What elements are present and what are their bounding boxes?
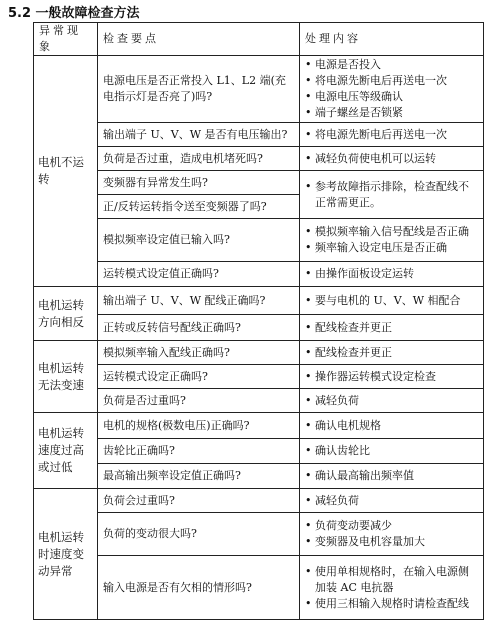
action-item: • 频率输入设定电压是否正确 bbox=[305, 240, 478, 256]
action-item: • 操作器运转模式设定检查 bbox=[305, 369, 478, 385]
header-symptom: 异常现象 bbox=[34, 23, 98, 56]
table-row bbox=[34, 413, 484, 439]
table-row bbox=[34, 513, 484, 556]
action-item: • 使用单相规格时，在输入电源侧加装 AC 电抗器 bbox=[305, 564, 478, 596]
check-cell: 负荷是否过重吗? bbox=[98, 389, 300, 413]
symptom-cell: 电机运转速度过高或过低 bbox=[34, 413, 98, 489]
action-cell bbox=[300, 315, 484, 341]
action-item: • 模拟频率输入信号配线是否正确 bbox=[305, 224, 478, 240]
check-cell: 运转模式设定正确吗? bbox=[98, 365, 300, 389]
action-item: • 减轻负荷 bbox=[305, 393, 478, 409]
table-row bbox=[34, 147, 484, 171]
symptom-cell: 电机运转无法变速 bbox=[34, 341, 98, 413]
action-item: • 将电源先断电后再送电一次 bbox=[305, 127, 478, 143]
action-item: • 变频器及电机容量加大 bbox=[305, 534, 478, 550]
action-cell bbox=[300, 513, 484, 556]
check-cell: 输出端子 U、V、W 是否有电压输出? bbox=[98, 123, 300, 147]
action-item: • 确认最高输出频率值 bbox=[305, 468, 478, 484]
symptom-cell: 电机运转时速度变动异常 bbox=[34, 489, 98, 620]
symptom-cell: 电机运转方向相反 bbox=[34, 287, 98, 341]
check-cell: 正转或反转信号配线正确吗? bbox=[98, 315, 300, 341]
symptom-cell: 电机不运转 bbox=[34, 56, 98, 287]
table-row bbox=[34, 439, 484, 464]
header-actions: 处理内容 bbox=[300, 23, 484, 56]
action-cell bbox=[300, 147, 484, 171]
table-row bbox=[34, 171, 484, 195]
fault-check-table bbox=[33, 22, 484, 620]
action-cell bbox=[300, 341, 484, 365]
check-cell: 输出端子 U、V、W 配线正确吗? bbox=[98, 287, 300, 315]
action-item: • 端子螺丝是否锁紧 bbox=[305, 105, 478, 121]
action-item: • 电源是否投入 bbox=[305, 57, 478, 73]
action-cell bbox=[300, 413, 484, 439]
action-cell bbox=[300, 219, 484, 262]
table-row bbox=[34, 489, 484, 513]
check-cell: 模拟频率设定值已输入吗? bbox=[98, 219, 300, 262]
table-row bbox=[34, 556, 484, 620]
check-cell: 电机的规格(极数电压)正确吗? bbox=[98, 413, 300, 439]
action-cell bbox=[300, 464, 484, 489]
check-cell: 负荷的变动很大吗? bbox=[98, 513, 300, 556]
action-item: • 由操作面板设定运转 bbox=[305, 266, 478, 282]
check-cell: 运转模式设定值正确吗? bbox=[98, 262, 300, 287]
section-title: 5.2 一般故障检查方法 bbox=[8, 6, 140, 21]
table-row bbox=[34, 287, 484, 315]
action-cell bbox=[300, 171, 484, 219]
table-row bbox=[34, 219, 484, 262]
header-row bbox=[34, 23, 484, 56]
action-item: • 负荷变动要减少 bbox=[305, 518, 478, 534]
action-item: • 要与电机的 U、V、W 相配合 bbox=[305, 293, 478, 309]
action-cell bbox=[300, 56, 484, 123]
check-cell: 负荷会过重吗? bbox=[98, 489, 300, 513]
action-item: • 电源电压等级确认 bbox=[305, 89, 478, 105]
check-cell: 模拟频率输入配线正确吗? bbox=[98, 341, 300, 365]
action-cell bbox=[300, 439, 484, 464]
check-cell: 正/反转运转指令送至变频器了吗? bbox=[98, 195, 300, 219]
check-cell: 电源电压是否正常投入 L1、L2 端(充电指示灯是否亮了)吗? bbox=[98, 56, 300, 123]
table-row bbox=[34, 315, 484, 341]
action-item: • 参考故障指示排除，检查配线不正常需更正。 bbox=[305, 179, 478, 211]
check-cell: 变频器有异常发生吗? bbox=[98, 171, 300, 195]
action-item: • 配线检查并更正 bbox=[305, 320, 478, 336]
check-cell: 齿轮比正确吗? bbox=[98, 439, 300, 464]
action-item: • 配线检查并更正 bbox=[305, 345, 478, 361]
action-item: • 使用三相输入规格时请检查配线 bbox=[305, 596, 478, 612]
check-cell: 最高输出频率设定值正确吗? bbox=[98, 464, 300, 489]
action-item: • 减轻负荷使电机可以运转 bbox=[305, 151, 478, 167]
table-row bbox=[34, 389, 484, 413]
check-cell: 输入电源是否有欠相的情形吗? bbox=[98, 556, 300, 620]
check-cell: 负荷是否过重，造成电机堵死吗? bbox=[98, 147, 300, 171]
action-item: • 确认电机规格 bbox=[305, 418, 478, 434]
table-row bbox=[34, 365, 484, 389]
action-cell bbox=[300, 287, 484, 315]
table-row bbox=[34, 56, 484, 123]
header-check-points: 检查要点 bbox=[98, 23, 300, 56]
table-row bbox=[34, 341, 484, 365]
action-cell bbox=[300, 262, 484, 287]
action-cell bbox=[300, 365, 484, 389]
table-row bbox=[34, 123, 484, 147]
table-row bbox=[34, 464, 484, 489]
action-item: • 将电源先断电后再送电一次 bbox=[305, 73, 478, 89]
table-row bbox=[34, 262, 484, 287]
action-cell bbox=[300, 123, 484, 147]
action-cell bbox=[300, 489, 484, 513]
action-cell bbox=[300, 556, 484, 620]
action-item: • 确认齿轮比 bbox=[305, 443, 478, 459]
action-cell bbox=[300, 389, 484, 413]
action-item: • 减轻负荷 bbox=[305, 493, 478, 509]
